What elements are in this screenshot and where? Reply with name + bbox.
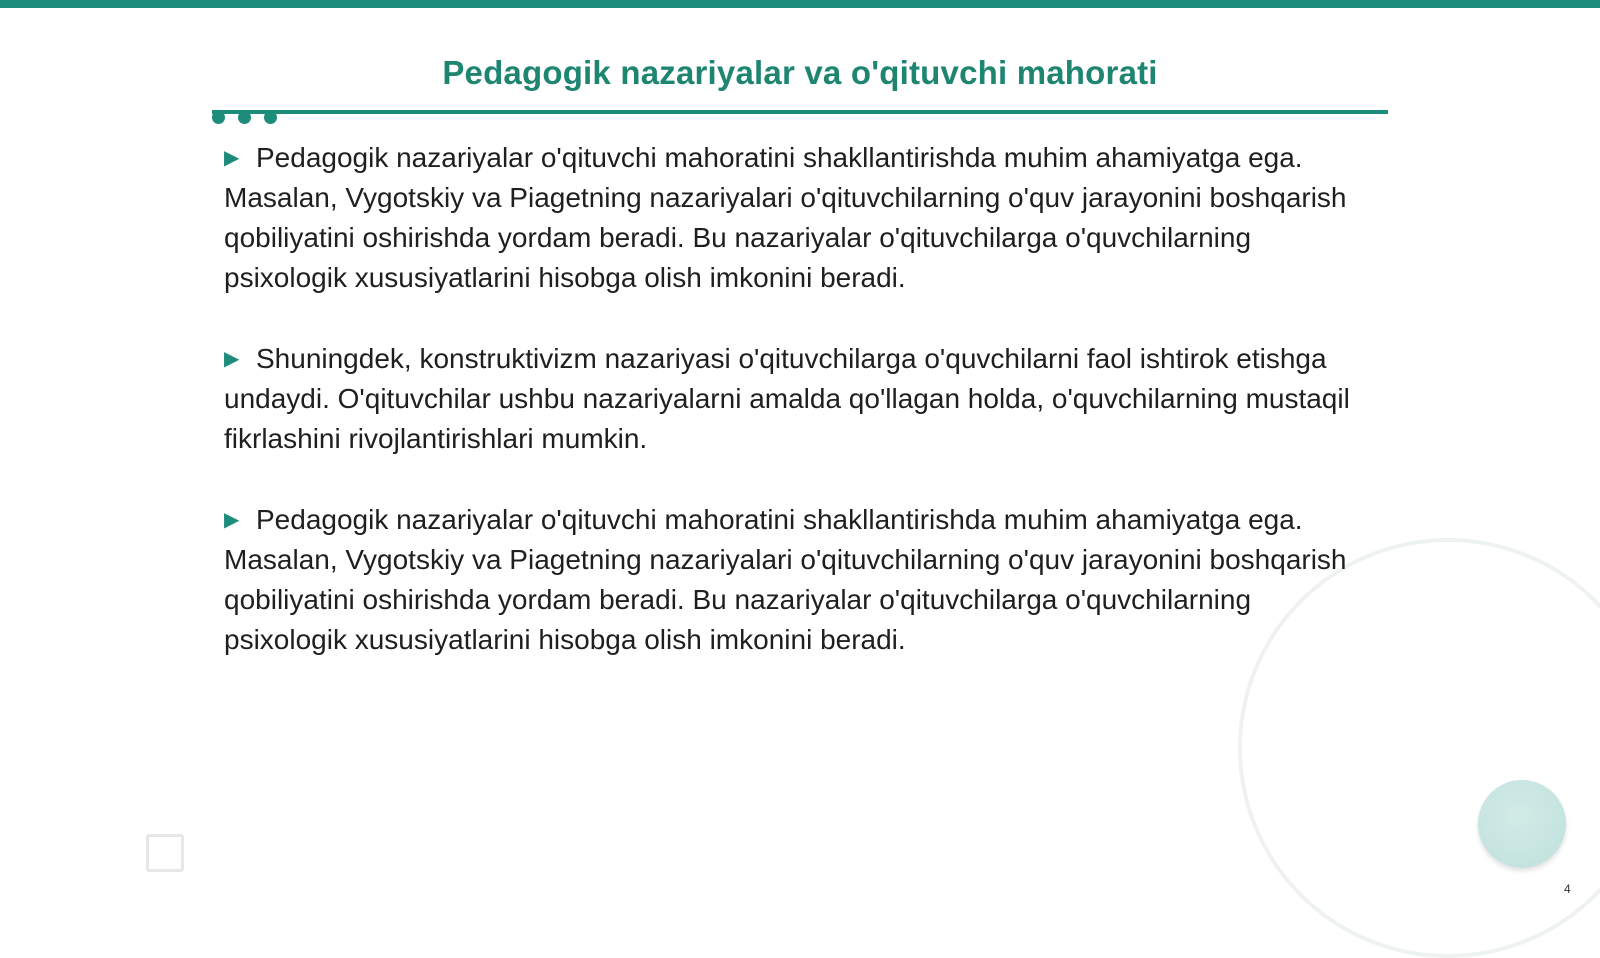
bullet-arrow-icon: ▶ bbox=[224, 348, 240, 370]
bullet-arrow-icon: ▶ bbox=[224, 509, 240, 531]
underline-dot bbox=[238, 111, 251, 124]
title-underline bbox=[212, 110, 1388, 114]
bullet-arrow-icon: ▶ bbox=[224, 147, 240, 169]
bullet-item bbox=[224, 500, 1374, 660]
underline-dot bbox=[212, 111, 225, 124]
page-number: 4 bbox=[1564, 882, 1571, 896]
top-accent-bar bbox=[0, 0, 1600, 8]
bullet-text: Pedagogik nazariyalar o'qituvchi mahoratini shakllantirishda muhim ahamiyatga ega. Masalan, Vygotskiy va Piagetning nazariyalari o'qituvchilarning o'quv jarayonini boshqarish qobiliyatini oshirishda yordam beradi. Bu nazariyalar o'qituvchilarga o'quvchilarning psixologik xususiyatlarini hisobga olish imkonini beradi. bbox=[224, 504, 1347, 655]
bullet-item bbox=[224, 339, 1374, 459]
decorative-circle bbox=[1478, 780, 1566, 868]
underline-dot bbox=[264, 111, 277, 124]
bullet-text: Pedagogik nazariyalar o'qituvchi mahoratini shakllantirishda muhim ahamiyatga ega. Masalan, Vygotskiy va Piagetning nazariyalari o'qituvchilarning o'quv jarayonini boshqarish qobiliyatini oshirishda yordam beradi. Bu nazariyalar o'qituvchilarga o'quvchilarning psixologik xususiyatlarini hisobga olish imkonini beradi. bbox=[224, 142, 1347, 293]
bullet-text: Shuningdek, konstruktivizm nazariyasi o'qituvchilarga o'quvchilarni faol ishtirok etishga undaydi. O'qituvchilar ushbu nazariyalarni amalda qo'llagan holda, o'quvchilarning mustaqil fikrlashini rivojlantirishlari mumkin. bbox=[224, 343, 1350, 454]
decorative-square bbox=[146, 834, 184, 872]
slide-body bbox=[224, 138, 1374, 701]
bullet-item bbox=[224, 138, 1374, 298]
slide-title: Pedagogik nazariyalar va o'qituvchi mahorati bbox=[442, 54, 1158, 91]
